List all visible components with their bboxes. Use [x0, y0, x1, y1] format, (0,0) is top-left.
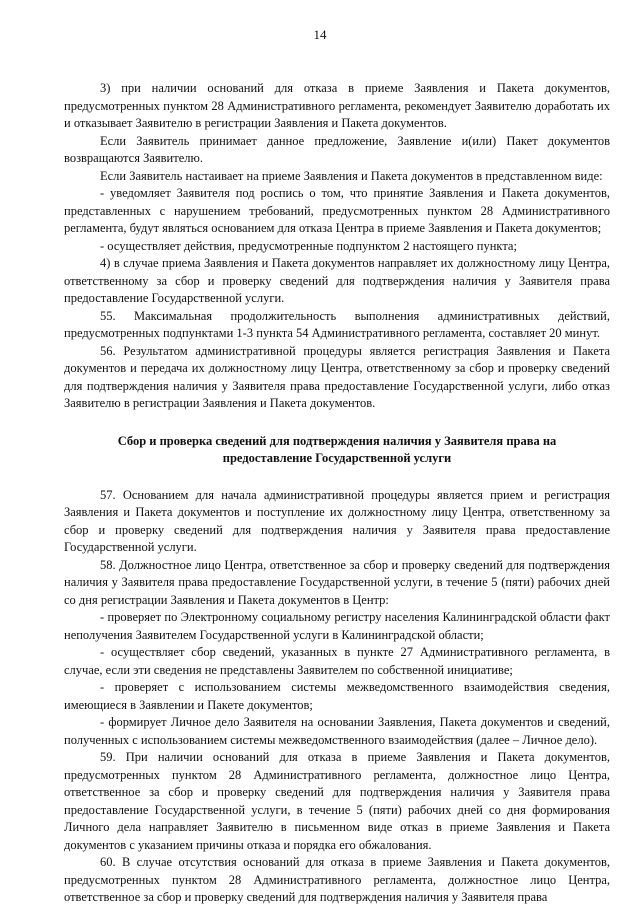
paragraph: - осуществляет действия, предусмотренные подпунктом 2 настоящего пункта; — [100, 238, 517, 253]
page-number: 14 — [313, 27, 327, 42]
paragraph: - уведомляет Заявителя под роспись о том, что принятие Заявления и Пакета документов, представленных с нарушением требований, предусмотренных пунктом 28 Административного регламента, будут являться основанием для отказа Центра в приеме Заявления и Пакета документов; — [64, 186, 610, 235]
paragraph: - проверяет с использованием системы межведомственного взаимодействия сведения, имеющиеся в Заявлении и Пакете документов; — [64, 680, 610, 712]
paragraph: 60. В случае отсутствия оснований для отказа в приеме Заявления и Пакета документов, предусмотренных пунктом 28 Административного регламента, должностное лицо Центра, ответственное за сбор и проверку сведений для подтверждения наличия у Заявителя права — [64, 855, 610, 904]
paragraph: 55. Максимальная продолжительность выполнения административных действий, предусмотренных подпунктами 1-3 пункта 54 Административного регламента, составляет 20 минут. — [64, 308, 610, 340]
paragraph: 58. Должностное лицо Центра, ответственное за сбор и проверку сведений для подтверждения наличия у Заявителя права предоставление Государственной услуги, в течение 5 (пяти) рабочих дней со дня регистрации Заявления и Пакета документов в Центр: — [64, 557, 610, 607]
paragraph: 3) при наличии оснований для отказа в приеме Заявления и Пакета документов, предусмотренных пунктом 28 Административного регламента, рекомендует Заявителю доработать их и отказывает Заявителю в регистрации Заявления и Пакета документов. — [64, 81, 610, 130]
paragraph: 4) в случае приема Заявления и Пакета документов направляет их должностному лицу Центра, ответственному за сбор и проверку сведений для подтверждения наличия у Заявителя права предоставление Государственной услуги. — [64, 256, 610, 305]
section-heading: Сбор и проверка сведений для подтверждения наличия у Заявителя права на предоставление Государственной услуги — [117, 433, 557, 465]
paragraph: 59. При наличии оснований для отказа в приеме Заявления и Пакета документов, предусмотренных пунктом 28 Административного регламента, должностное лицо Центра, ответственное за сбор и проверку сведений для подтверждения наличия у Заявителя права предоставление Государственной услуги, в течение 5 (пяти) рабочих дней со дня формирования Личного дела направляет Заявителю в письменном виде отказ в приеме Заявления и Пакета документов с указанием причины отказа и порядка его обжалования. — [64, 750, 610, 852]
paragraph: Если Заявитель принимает данное предложение, Заявление и(или) Пакет документов возвращаются Заявителю. — [64, 133, 610, 165]
paragraph: - осуществляет сбор сведений, указанных в пункте 27 Административного регламента, в случае, если эти сведения не представлены Заявителем по собственной инициативе; — [64, 645, 610, 677]
document-body — [64, 80, 610, 907]
paragraph: 57. Основанием для начала административной процедуры является прием и регистрация Заявления и Пакета документов и поступление их должностному лицу Центра, ответственному за сбор и проверку сведений для подтверждения наличия у Заявителя права предоставление Государственной услуги. — [64, 487, 610, 554]
paragraph: - формирует Личное дело Заявителя на основании Заявления, Пакета документов и сведений, полученных с использованием системы межведомственного взаимодействия (далее – Личное дело). — [64, 715, 610, 747]
paragraph: - проверяет по Электронному социальному регистру населения Калининградской области факт неполучения Заявителем Государственной услуги в Калининградской области; — [64, 610, 610, 642]
paragraph: Если Заявитель настаивает на приеме Заявления и Пакета документов в представленном виде: — [100, 168, 603, 183]
paragraph: 56. Результатом административной процедуры является регистрация Заявления и Пакета документов и передача их должностному лицу Центра, ответственному за сбор и проверку сведений для подтверждения наличия у Заявителя права предоставление Государственной услуги, либо отказ Заявителю в регистрации Заявления и Пакета документов. — [64, 343, 610, 410]
